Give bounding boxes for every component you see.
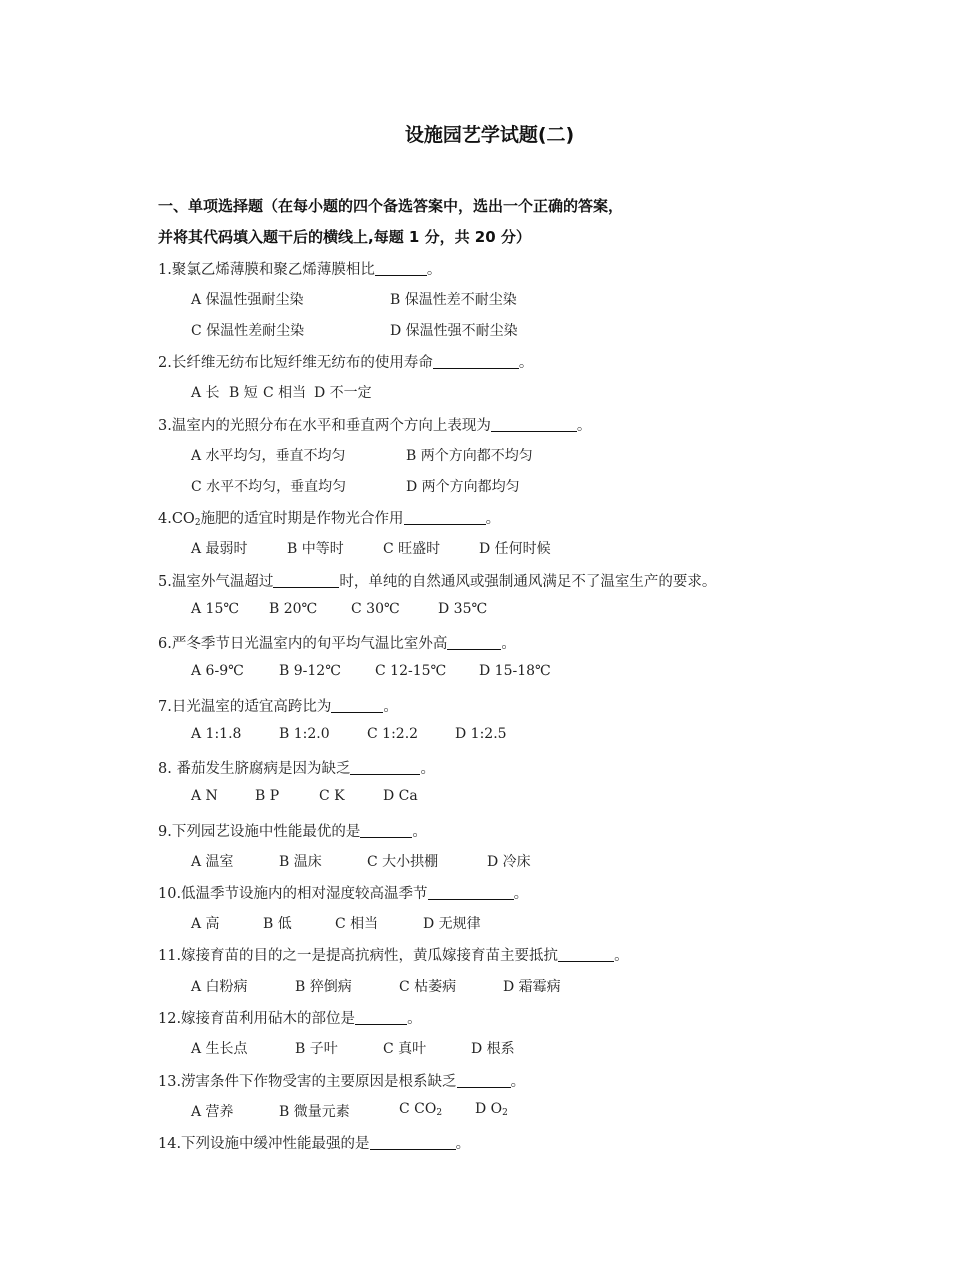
question-text: 8. 番茄发生脐腐病是因为缺乏: [158, 761, 351, 777]
option-a: A 高: [191, 916, 220, 932]
option-a: A 水平均匀，垂直不均匀: [191, 448, 346, 464]
option-b: B 1:2.0: [279, 726, 330, 742]
option-d: D 霜霉病: [503, 979, 561, 995]
section-heading-line1: 一、单项选择题（在每小题的四个备选答案中，选出一个正确的答案，: [158, 197, 624, 215]
question-7: [158, 695, 398, 716]
question-end: 。: [455, 1136, 471, 1152]
question-text: 12.嫁接育苗利用砧木的部位是: [158, 1011, 356, 1027]
answer-blank: [558, 946, 614, 962]
question-10: [158, 882, 528, 903]
option-b: B P: [255, 788, 280, 804]
option-d: D 两个方向都均匀: [406, 479, 520, 495]
option-a: A 长: [191, 385, 220, 401]
option-c: C 12-15℃: [375, 663, 447, 679]
option-d: D 根系: [471, 1041, 515, 1057]
subscript: 2: [194, 518, 201, 528]
option-c: C K: [319, 788, 345, 804]
question-end: 。: [412, 824, 427, 840]
question-9: [158, 820, 427, 841]
option-a: A 营养: [191, 1104, 234, 1120]
question-end: 。: [518, 355, 534, 371]
question-end: 。: [485, 511, 501, 527]
option-a: A 15℃: [191, 601, 240, 617]
question-end: 。: [513, 886, 529, 902]
option-a: A 保温性强耐尘染: [191, 292, 304, 308]
option-c: C 水平不均匀，垂直均匀: [191, 479, 347, 495]
option-c: C 保温性差耐尘染: [191, 323, 305, 339]
question-text: 7.日光温室的适宜高跨比为: [158, 699, 332, 715]
answer-blank: [273, 572, 339, 588]
question-8: [158, 757, 435, 778]
option-a: A 最弱时: [191, 541, 248, 557]
option-b: B 低: [263, 916, 292, 932]
question-end: 。: [407, 1011, 422, 1027]
question-text: 施肥的适宜时期是作物光合作用: [200, 511, 404, 527]
option-b: B 20℃: [269, 601, 318, 617]
question-prefix: 4.CO: [158, 511, 195, 527]
option-b: B 短: [229, 385, 258, 401]
question-end: 。: [510, 1074, 526, 1090]
option-d: D 冷床: [487, 854, 531, 870]
option-b: B 保温性差不耐尘染: [390, 292, 517, 308]
option-b: B 子叶: [295, 1041, 338, 1057]
answer-blank: [360, 822, 412, 838]
question-14: [158, 1132, 470, 1153]
option-c: C 1:2.2: [367, 726, 419, 742]
question-5: [158, 570, 716, 591]
question-text: 13.涝害条件下作物受害的主要原因是根系缺乏: [158, 1074, 457, 1090]
option-b: B 微量元素: [279, 1104, 350, 1120]
question-end: 。: [420, 761, 435, 777]
option-d: D Ca: [383, 788, 418, 804]
question-end: 。: [383, 699, 398, 715]
option-c: C 30℃: [351, 601, 400, 617]
option-a: A N: [191, 788, 218, 804]
page-title: 设施园艺学试题(二): [404, 124, 575, 146]
subscript: 2: [502, 1108, 508, 1118]
question-text: 3.温室内的光照分布在水平和垂直两个方向上表现为: [158, 418, 491, 434]
answer-blank: [370, 1134, 456, 1150]
option-a: A 白粉病: [191, 979, 248, 995]
question-text: 2.长纤维无纺布比短纤维无纺布的使用寿命: [158, 355, 433, 371]
option-d: D 1:2.5: [455, 726, 507, 742]
answer-blank: [375, 260, 427, 276]
question-text: 6.严冬季节日光温室内的旬平均气温比室外高: [158, 636, 448, 652]
subscript: 2: [436, 1108, 443, 1118]
question-text-rest: 时，单纯的自然通风或强制通风满足不了温室生产的要求。: [339, 574, 717, 590]
question-11: [158, 944, 629, 965]
option-c: [399, 1101, 442, 1118]
answer-blank: [355, 1009, 407, 1025]
option-b: B 9-12℃: [279, 663, 341, 679]
answer-blank: [331, 697, 383, 713]
question-12: [158, 1007, 422, 1028]
answer-blank: [350, 759, 420, 775]
option-d-text: D O: [475, 1101, 503, 1117]
option-a: A 生长点: [191, 1041, 248, 1057]
option-b: B 两个方向都不均匀: [406, 448, 533, 464]
option-c: C 相当: [263, 385, 307, 401]
option-d: D 任何时候: [479, 541, 551, 557]
question-4: [158, 507, 500, 528]
question-text: 14.下列设施中缓冲性能最强的是: [158, 1136, 370, 1152]
option-b: B 中等时: [287, 541, 344, 557]
question-end: 。: [614, 948, 629, 964]
question-text: 9.下列园艺设施中性能最优的是: [158, 824, 361, 840]
question-text: 5.温室外气温超过: [158, 574, 274, 590]
option-c: C 大小拱棚: [367, 854, 439, 870]
question-text: 11.嫁接育苗的目的之一是提高抗病性，黄瓜嫁接育苗主要抵抗: [158, 948, 559, 964]
question-13: [158, 1070, 525, 1091]
option-d: D 15-18℃: [479, 663, 551, 679]
question-1: [158, 258, 441, 279]
option-a: A 1:1.8: [191, 726, 242, 742]
option-d: [475, 1101, 508, 1118]
question-end: 。: [576, 418, 592, 434]
option-b: B 猝倒病: [295, 979, 352, 995]
question-2: [158, 351, 533, 372]
question-6: [158, 632, 516, 653]
option-c: C 真叶: [383, 1041, 427, 1057]
question-end: 。: [426, 262, 442, 278]
option-d: D 不一定: [314, 385, 372, 401]
option-a: A 温室: [191, 854, 234, 870]
option-b: B 温床: [279, 854, 322, 870]
question-3: [158, 414, 591, 435]
answer-blank: [404, 509, 486, 525]
answer-blank: [457, 1072, 511, 1088]
question-text: 10.低温季节设施内的相对湿度较高温季节: [158, 886, 428, 902]
option-d: D 保温性强不耐尘染: [390, 323, 518, 339]
option-d: D 35℃: [438, 601, 488, 617]
option-c-text: C CO: [399, 1101, 437, 1117]
option-c: C 旺盛时: [383, 541, 441, 557]
option-c: C 相当: [335, 916, 379, 932]
answer-blank: [433, 353, 519, 369]
option-a: A 6-9℃: [191, 663, 244, 679]
answer-blank: [447, 634, 501, 650]
answer-blank: [491, 416, 577, 432]
option-d: D 无规律: [423, 916, 481, 932]
section-heading-line2: 并将其代码填入题干后的横线上,每题 1 分，共 20 分）: [158, 228, 531, 246]
answer-blank: [428, 884, 514, 900]
question-text: 1.聚氯乙烯薄膜和聚乙烯薄膜相比: [158, 262, 375, 278]
option-c: C 枯萎病: [399, 979, 457, 995]
question-end: 。: [501, 636, 516, 652]
